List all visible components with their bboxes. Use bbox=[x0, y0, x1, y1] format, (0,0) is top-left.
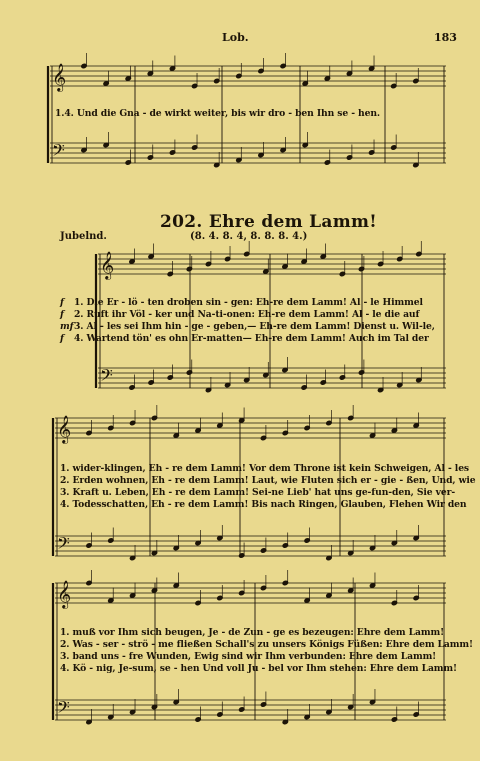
svg-text:𝄞: 𝄞 bbox=[57, 580, 72, 608]
lyric-line: 3. band uns - fre Wunden, Ewig sind wir Ihm verbunden: Ehre dem Lamm! bbox=[60, 651, 437, 662]
lyric-line: 3. Kraft u. Leben, Eh - re dem Lamm! Sei-ne Lieb' hat uns ge-fun-den, Sie ver- bbox=[60, 487, 456, 498]
svg-text:𝄢: 𝄢 bbox=[52, 140, 65, 164]
dynamic-mark: f bbox=[60, 297, 64, 308]
svg-text:𝄢: 𝄢 bbox=[57, 533, 70, 557]
lyric-line: 2. Was - ser - strö - me fließen Schall's zu unsers Königs Füßen: Ehre dem Lamm! bbox=[60, 639, 473, 650]
meter-marking: (8. 4. 8. 4, 8. 8. 8. 4.) bbox=[190, 231, 308, 242]
lyric-line: mf3. Al - les sei Ihm hin - ge - geben,— Eh-re dem Lamm! Dienst u. Wil-le, bbox=[60, 321, 435, 332]
page-number: 183 bbox=[434, 31, 457, 44]
svg-text:𝄞: 𝄞 bbox=[57, 415, 72, 443]
lyric-line: 4. Kö - nig, Je-sum, se - hen Und voll Ju - bel vor Ihm stehen: Ehre dem Lamm! bbox=[60, 663, 457, 674]
lyric-line: 4. Todesschatten, Eh - re dem Lamm! Bis nach Ringen, Glauben, Flehen Wir den bbox=[60, 499, 467, 510]
lyric-line: f 2. Ruft ihr Völ - ker und Na-ti-onen: Eh-re dem Lamm! Al - le die auf bbox=[60, 309, 420, 320]
dynamic-mark: mf bbox=[60, 321, 74, 332]
dynamic-mark: f bbox=[60, 309, 64, 320]
lyric-line: f 4. Wartend tön' es ohn Er-matten— Eh-re dem Lamm! Auch im Tal der bbox=[60, 333, 429, 344]
lyric-line: 1. wider-klingen, Eh - re dem Lamm! Vor dem Throne ist kein Schweigen, Al - les bbox=[60, 463, 470, 474]
hymn-title: 202. Ehre dem Lamm! bbox=[160, 212, 378, 232]
svg-text:𝄞: 𝄞 bbox=[100, 251, 115, 279]
svg-text:𝄢: 𝄢 bbox=[57, 697, 70, 721]
tempo-marking: Jubelnd. bbox=[60, 231, 107, 242]
carry-over-lyric: 1.4. Und die Gna - de wirkt weiter, bis wir dro - ben Ihn se - hen. bbox=[55, 108, 381, 119]
section-title: Lob. bbox=[222, 31, 249, 44]
svg-text:𝄢: 𝄢 bbox=[100, 365, 113, 389]
svg-text:𝄞: 𝄞 bbox=[52, 63, 67, 91]
lyric-line: 2. Erden wohnen, Eh - re dem Lamm! Laut, wie Fluten sich er - gie - ßen, Und, wie bbox=[60, 475, 476, 486]
lyric-line: f 1. Die Er - lö - ten droben sin - gen: Eh-re dem Lamm! Al - le Himmel bbox=[60, 297, 423, 308]
lyric-line: 1. muß vor Ihm sich beugen, Je - de Zun - ge es bezeugen: Ehre dem Lamm! bbox=[60, 627, 445, 638]
dynamic-mark: f bbox=[60, 333, 64, 344]
